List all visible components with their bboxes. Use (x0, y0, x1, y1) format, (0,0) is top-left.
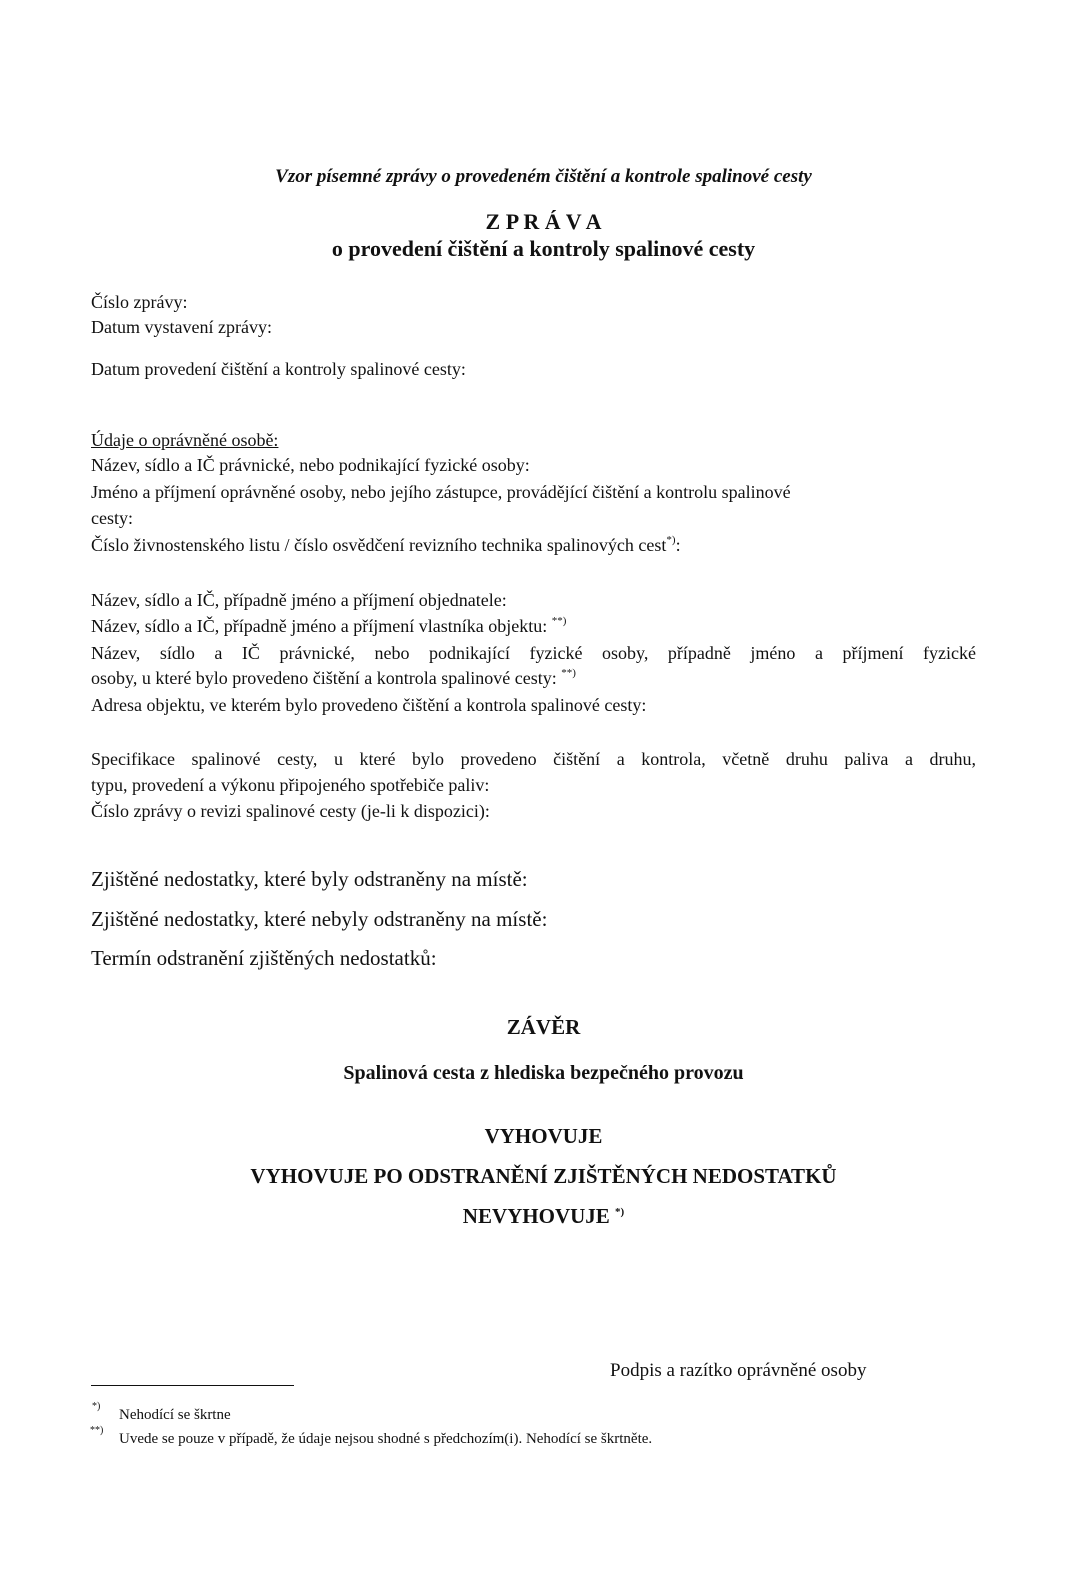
license-label (91, 534, 681, 556)
specification-line1: Specifikace spalinové cesty, u které bylo provedeno čištění a kontrola, včetně druhu paliva a druhu, (91, 749, 976, 769)
license-footnote-mark: *) (666, 534, 676, 546)
issue-date-label: Datum vystavení zprávy: (91, 317, 272, 337)
license-colon: : (675, 535, 681, 555)
client-footnote-mark: **) (561, 667, 576, 679)
customer-label: Název, sídlo a IČ, případně jméno a příjmení objednatele: (91, 590, 507, 610)
address-label: Adresa objektu, ve kterém bylo provedeno čištění a kontrola spalinové cesty: (91, 695, 647, 715)
authorized-company-label: Název, sídlo a IČ právnické, nebo podnikající fyzické osoby: (91, 455, 530, 475)
conclusion-option-pass-after-fix: VYHOVUJE PO ODSTRANĚNÍ ZJIŠTĚNÝCH NEDOSTATKŮ (250, 1164, 837, 1188)
footnote-divider (91, 1385, 294, 1386)
report-title: Z P R Á V A (485, 209, 602, 234)
specification-line2: typu, provedení a výkonu připojeného spotřebiče paliv: (91, 775, 490, 795)
conclusion-subheading: Spalinová cesta z hlediska bezpečného provozu (343, 1062, 744, 1084)
footnote-1-text: Nehodící se škrtne (119, 1407, 231, 1423)
fail-footnote-mark: *) (615, 1206, 625, 1218)
authorized-person-heading: Údaje o oprávněné osobě: (91, 430, 279, 450)
defects-deadline-label: Termín odstranění zjištěných nedostatků: (91, 946, 437, 970)
report-subtitle: o provedení čištění a kontroly spalinové cesty (331, 236, 756, 261)
performer-label-line2: cesty: (91, 508, 133, 528)
client-label-line1: Název, sídlo a IČ právnické, nebo podnikající fyzické osoby, případně jméno a příjmení fyzické (91, 643, 976, 663)
template-title: Vzor písemné zprávy o provedeném čištění a kontrole spalinové cesty (275, 166, 812, 187)
client-text: osoby, u které bylo provedeno čištění a kontrola spalinové cesty: (91, 668, 557, 688)
license-text: Číslo živnostenského listu / číslo osvědčení revizního technika spalinových cest (91, 535, 667, 555)
footnote-2-text: Uvede se pouze v případě, že údaje nejsou shodné s předchozím(i). Nehodící se škrtněte. (119, 1431, 653, 1447)
footnote-1-mark: *) (92, 1401, 101, 1412)
performer-label-line1: Jméno a příjmení oprávněné osoby, nebo jejího zástupce, provádějící čištění a kontrolu spalinové (91, 482, 791, 502)
defects-not-fixed-label: Zjištěné nedostatky, které nebyly odstraněny na místě: (91, 907, 548, 931)
revision-number-label: Číslo zprávy o revizi spalinové cesty (je-li k dispozici): (91, 801, 490, 821)
conclusion-option-pass: VYHOVUJE (484, 1124, 603, 1148)
owner-text: Název, sídlo a IČ, případně jméno a příjmení vlastníka objektu: (91, 616, 548, 636)
signature-label: Podpis a razítko oprávněné osoby (610, 1360, 867, 1381)
owner-footnote-mark: **) (551, 615, 567, 627)
client-label-line2 (91, 667, 576, 689)
fail-text: NEVYHOVUJE (462, 1204, 610, 1228)
conclusion-heading: ZÁVĚR (506, 1015, 581, 1039)
conclusion-option-fail (0, 1204, 1087, 1229)
defects-fixed-label: Zjištěné nedostatky, které byly odstraněny na místě: (91, 867, 528, 891)
footnote-2-mark: **) (90, 1425, 104, 1436)
report-number-label: Číslo zprávy: (91, 292, 188, 312)
owner-label (91, 615, 566, 637)
service-date-label: Datum provedení čištění a kontroly spalinové cesty: (91, 359, 466, 379)
